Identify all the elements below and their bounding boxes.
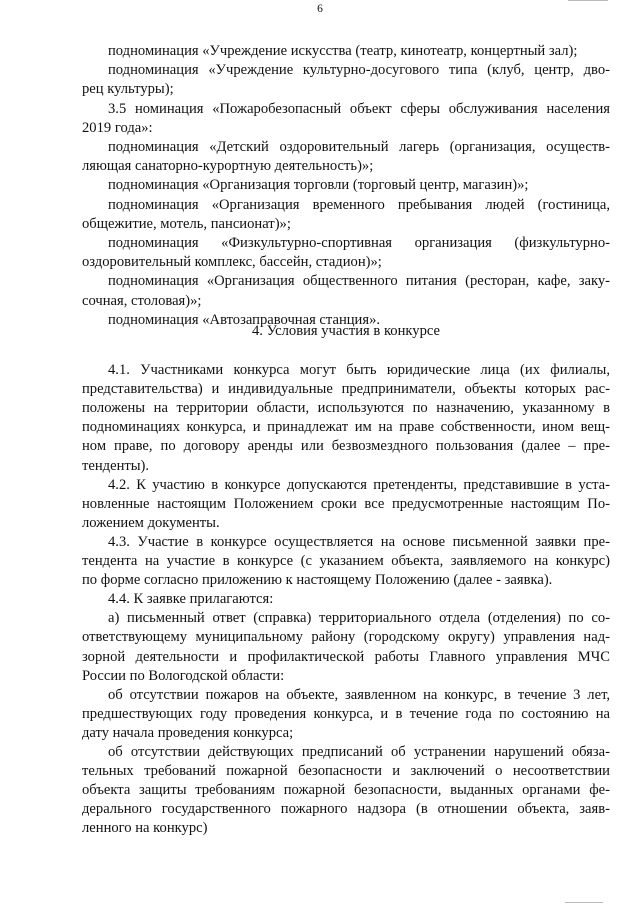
text-line: 4.3. Участие в конкурсе осуществляется на основе письменной заявки пре- bbox=[108, 533, 610, 550]
text-line: оздоровительный комплекс, бассейн, стадион)»; bbox=[82, 254, 382, 271]
text-line: 4.1. Участниками конкурса могут быть юридические лица (их филиалы, bbox=[108, 362, 610, 378]
text-line: положены на территории области, используются по назначению, указанному в bbox=[82, 400, 610, 417]
text-line: подноминация «Учреждение культурно-досугового типа (клуб, центр, дво- bbox=[108, 62, 610, 79]
text-line: подноминациях конкурса, и принадлежат им на праве собственности, ином вещ- bbox=[82, 419, 610, 436]
text-line: 4.2. К участию в конкурсе допускаются претенденты, представившие в уста- bbox=[108, 476, 610, 493]
text-line: подноминация «Организация временного пребывания людей (гостиница, bbox=[108, 196, 610, 213]
scan-edge-mark bbox=[565, 902, 603, 903]
scan-edge-mark bbox=[568, 0, 608, 1]
text-line: дерального государственного пожарного надзора (в отношении объекта, заяв- bbox=[82, 801, 610, 818]
text-line: подноминация «Детский оздоровительный лагерь (организация, осуществ- bbox=[108, 139, 610, 155]
text-line: ляющая санаторно-курортную деятельность)»; bbox=[82, 158, 374, 175]
text-line: 4.4. К заявке прилагаются: bbox=[108, 591, 274, 608]
text-line: по форме согласно приложению к настоящему Положению (далее - заявка). bbox=[82, 572, 553, 589]
text-line: рец культуры); bbox=[82, 81, 174, 98]
text-line: дату начала проведения конкурса; bbox=[82, 724, 294, 741]
page-number: 6 bbox=[317, 3, 323, 15]
text-line: об отсутствии действующих предписаний об устранении нарушений обяза- bbox=[108, 744, 610, 760]
text-line: зорной деятельности и профилактической работы Главного управления МЧС bbox=[82, 648, 610, 665]
text-line: предшествующих году проведения конкурса, и в течение года по состоянию на bbox=[82, 705, 610, 722]
text-line: 3.5 номинация «Пожаробезопасный объект сферы обслуживания населения bbox=[108, 100, 610, 117]
text-line: ном праве, по договору аренды или безвозмездного пользования (далее – пре- bbox=[82, 438, 610, 455]
text-line: ответствующему муниципальному району (городскому округу) управления над- bbox=[82, 629, 610, 646]
text-line: ложением документы. bbox=[82, 514, 220, 531]
text-line: а) письменный ответ (справка) территориального отдела (отделения) по со- bbox=[108, 610, 610, 627]
text-line: подноминация «Автозаправочная станция». bbox=[108, 311, 381, 328]
text-line: ленного на конкурс) bbox=[82, 820, 208, 837]
text-line: об отсутствии пожаров на объекте, заявленном на конкурс, в течение 3 лет, bbox=[108, 686, 610, 703]
text-line: подноминация «Физкультурно-спортивная организация (физкультурно- bbox=[108, 235, 610, 251]
section-heading: 4. Условия участия в конкурсе bbox=[251, 323, 441, 339]
text-line: тельных требований пожарной безопасности и заключений о несоответствии bbox=[82, 763, 610, 780]
text-line: тенденты). bbox=[82, 457, 150, 474]
text-line: тендента на участие в конкурсе (с указанием объекта, заявляемого на конкурс) bbox=[82, 553, 610, 569]
text-line: России по Вологодской области: bbox=[82, 667, 285, 684]
text-line: подноминация «Организация торговли (торговый центр, магазин)»; bbox=[108, 177, 529, 194]
text-line: сочная, столовая)»; bbox=[82, 292, 202, 309]
text-line: новленные настоящим Положением сроки все предусмотренные настоящим По- bbox=[82, 495, 610, 512]
text-line: 2019 года»: bbox=[82, 119, 153, 136]
text-line: представительства) и индивидуальные предприниматели, объекты которых рас- bbox=[82, 381, 610, 398]
text-line: объекта защиты требованиям пожарной безопасности, выданных органами фе- bbox=[82, 782, 610, 799]
text-line: общежитие, мотель, пансионат)»; bbox=[82, 215, 291, 232]
text-line: подноминация «Учреждение искусства (театр, кинотеатр, концертный зал); bbox=[108, 43, 578, 59]
text-line: подноминация «Организация общественного питания (ресторан, кафе, заку- bbox=[108, 273, 610, 290]
